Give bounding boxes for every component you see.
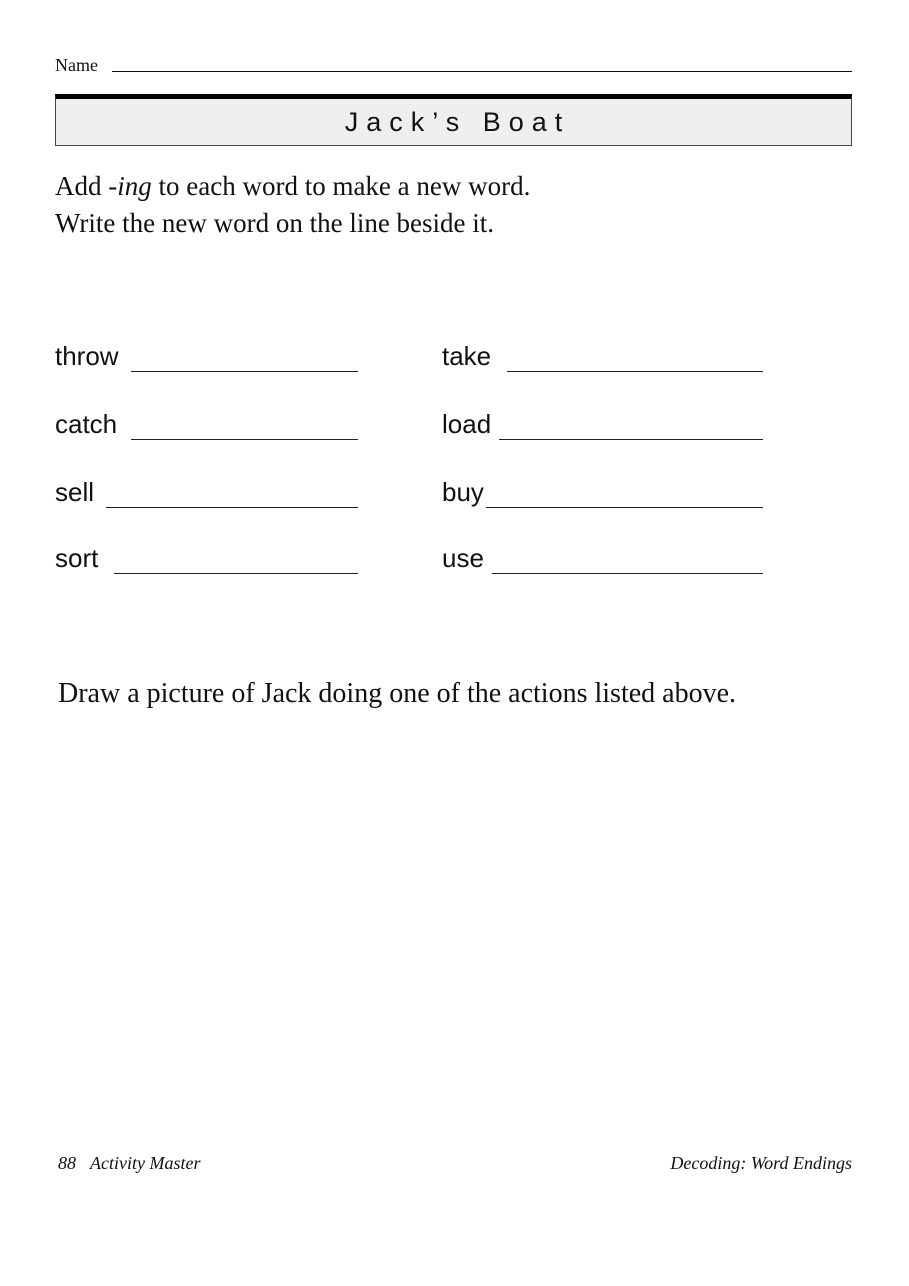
word-item-throw xyxy=(55,339,358,373)
word-label: catch xyxy=(55,409,118,439)
word-item-use xyxy=(442,541,763,575)
answer-line[interactable] xyxy=(486,507,763,508)
name-label: Name xyxy=(55,55,98,75)
word-item-sell xyxy=(55,475,358,509)
footer-right-label: Decoding: Word Endings xyxy=(670,1153,852,1173)
answer-line[interactable] xyxy=(114,573,358,574)
instructions xyxy=(55,168,855,242)
name-input-line[interactable] xyxy=(112,71,852,72)
draw-prompt: Draw a picture of Jack doing one of the actions listed above. xyxy=(58,678,737,709)
word-item-buy xyxy=(442,475,763,509)
word-label: buy xyxy=(442,477,484,507)
page-number: 88 xyxy=(58,1153,76,1173)
page-title: Jack’s Boat xyxy=(344,107,571,137)
name-row xyxy=(55,54,852,74)
title-banner xyxy=(55,94,852,146)
word-item-take xyxy=(442,339,763,373)
answer-line[interactable] xyxy=(131,371,358,372)
word-label: throw xyxy=(55,341,119,371)
word-item-catch xyxy=(55,407,358,441)
footer-left-label: Activity Master xyxy=(90,1153,201,1173)
word-label: take xyxy=(442,341,492,371)
footer-left xyxy=(58,1152,200,1174)
word-label: use xyxy=(442,543,484,573)
word-item-load xyxy=(442,407,763,441)
word-label: load xyxy=(442,409,492,439)
answer-line[interactable] xyxy=(507,371,763,372)
answer-line[interactable] xyxy=(106,507,358,508)
word-label: sell xyxy=(55,477,95,507)
word-label: sort xyxy=(55,543,99,573)
word-item-sort xyxy=(55,541,358,575)
answer-line[interactable] xyxy=(499,439,763,440)
instruction-line-2: Write the new word on the line beside it. xyxy=(55,208,495,238)
instruction-line-1-end: to each word to make a new word. xyxy=(151,171,531,201)
instruction-line-1 xyxy=(55,168,855,205)
answer-line[interactable] xyxy=(492,573,763,574)
instruction-suffix: -ing xyxy=(108,171,152,201)
instruction-line-1-start: Add xyxy=(55,171,109,201)
answer-line[interactable] xyxy=(131,439,358,440)
